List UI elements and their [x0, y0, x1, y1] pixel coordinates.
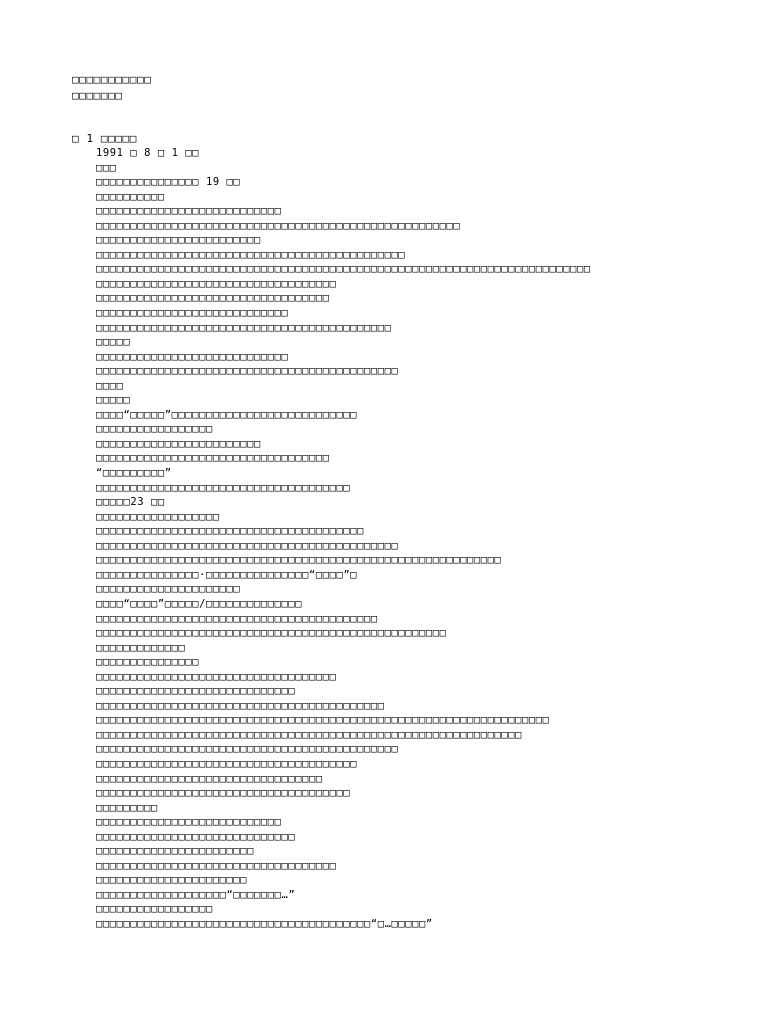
text-line: □□□□□□□□□□□□□□□□□□□□□□□□□□□□□□□□□□□□□□□□□□□□□ — [96, 248, 406, 261]
text-line: □□□□□□□□□□□□□□□□□□□□□□□□□□□□□□□□□□□ — [96, 859, 337, 872]
text-line: □□□□□□□□□□□□□□□□□□□□□□□□□□□□□□□□□□□□□□□□□□□□□□□□□□□□□□□□□□□□□□□□□□ — [96, 714, 550, 727]
text-line: □□□□□□□□□□□□□□□·□□□□□□□□□□□□□□□“□□□□”□ — [96, 568, 358, 581]
header-line-2: □□□□□□□ — [72, 89, 123, 102]
text-line: □□□□□□□□□□□□□□□□□ — [96, 903, 213, 916]
text-line: □□□□□ — [96, 336, 131, 349]
text-line: □□□□□□□□□□□□□□□□□□□□□□□□□□□□□□□□□□□□□□□□□□□□□□□□□□□□□□□□□□□□□□□□□□□□□□□□ — [96, 263, 591, 276]
text-line: □□□□□□□□□□□□□□□□□□□□□ — [96, 583, 241, 596]
body-text — [96, 146, 591, 932]
text-line: □□□□“□□□□□”□□□□□□□□□□□□□□□□□□□□□□□□□□□ — [96, 408, 358, 421]
text-line: □□□□□□□□□□□□□□□□□□□□□□□□□□□□□□□□□□□□□□□□□□□□ — [96, 539, 399, 552]
text-line: “□□□□□□□□□” — [96, 467, 172, 480]
text-line: □□□□□□□□□□□□□□□□□□□□□□□□□□□□□□□□□□□ — [96, 277, 337, 290]
text-line: □□□□□□□□□□□□□□□□□□□□□□□□□□□□□□□□□□□□□□□□□□□□□□□□□□□ — [96, 627, 447, 640]
text-line: □□□□□□□□□□□□□□□□□□□□□□□□□□□□□□□□□□□□□□□ — [96, 525, 364, 538]
text-line: □□□□□□□□□□□□□□□□□□□□□□□□□□□□□□□□□□□□□□□□□ — [96, 612, 378, 625]
text-line: □□□□□□□□□□□□□□□□□□□□□□□□□□□□□□□□□□□□□□□□□□□□□□□□□□□□□□□□□□□ — [96, 554, 502, 567]
text-line: □□□□□□□□□□□□□□□□□□□□□□□□□□□□□□□□□□ — [96, 452, 330, 465]
text-line: □□□□□□□□□□□□□□□□□□□□□□□□□□□□□□□□□□□ — [96, 670, 337, 683]
text-line: □□□ — [96, 161, 117, 174]
text-line: □□□□□□□□□□□□□□□□□□□□□□□□□□□□□ — [96, 685, 296, 698]
text-line: □□□□□□□□□ — [96, 801, 158, 814]
text-line: □□□□□□□□□□□□□□□□□□□□□□□ — [96, 845, 255, 858]
text-line: □□□□□□□□□□□□□□□□□□□□□□ — [96, 874, 248, 887]
text-line: □□□□□□□□□□□□□□□□□□ — [96, 510, 220, 523]
text-line: □□□□□□□□□□□□□□□□□□□□□□□□ — [96, 437, 261, 450]
document-header — [72, 72, 151, 104]
text-line: □□□□□□□□□□□□□□□□□□□□□□□□□□□□□□□□□ — [96, 772, 323, 785]
text-line: □□□□□□□□□□□□□□□□□□□□□□□□□□□□□□□□□□□□□□ — [96, 757, 358, 770]
text-line: □□□□□□□□□□□□□□□□□□□□□□□□□□□ — [96, 816, 282, 829]
text-line: □□□□□□□□□□□□□□□□□□□□□□□□□□□□□□□□□□ — [96, 292, 330, 305]
text-line: □□□□□□□□□□□□□□□□□□□“□□□□□□□…” — [96, 888, 296, 901]
text-line: □□□□□ — [96, 394, 131, 407]
text-line: □□□□□23 □□ — [96, 496, 165, 509]
text-line: □□□□□□□□□□□□□□□□□ — [96, 423, 213, 436]
chapter-heading: □ 1 □□□□□ — [72, 132, 138, 145]
text-line: □□□□□□□□□□□□□□□□□□□□□□□□□□□□□□□□□□□□□□□□□□□□□□□□□□□□□ — [96, 219, 461, 232]
text-line: □□□□□□□□□□ — [96, 190, 165, 203]
text-line: □□□□□□□□□□□□□□□□□□□□□□□□□□□□□ — [96, 830, 296, 843]
text-line: □□□□□□□□□□□□□□□□□□□□□□□□□□□□ — [96, 350, 289, 363]
text-line: □□□□□□□□□□□□□□□□□□□□□□□□□□□□□□□□□□□□□□□□□□□ — [96, 321, 392, 334]
text-line: □□□□□□□□□□□□□□□□□□□□□□□□□□□□□□□□□□□□□□□□□□ — [96, 699, 385, 712]
text-line: □□□□□□□□□□□□□□□□□□□□□□□□ — [96, 234, 261, 247]
text-line: □□□□□□□□□□□□□ — [96, 641, 186, 654]
text-line: □□□□□□□□□□□□□□□□□□□□□□□□□□□□□□□□□□□□□□□□“□…□□□□□” — [96, 917, 433, 930]
text-line: □□□□□□□□□□□□□□□□□□□□□□□□□□□□□□□□□□□□□ — [96, 481, 351, 494]
text-line: □□□□□□□□□□□□□□□□□□□□□□□□□□□□ — [96, 307, 289, 320]
text-line: □□□□□□□□□□□□□□□□□□□□□□□□□□□□□□□□□□□□□□□□□□□□ — [96, 743, 399, 756]
text-line: □□□□ — [96, 379, 124, 392]
text-line: □□□□□□□□□□□□□□□□□□□□□□□□□□□□□□□□□□□□□□□□□□□□□□□□□□□□□□□□□□□□□□ — [96, 728, 523, 741]
header-line-1: □□□□□□□□□□□ — [72, 73, 152, 86]
text-line: 1991 □ 8 □ 1 □□ — [96, 147, 200, 159]
text-line: □□□□□□□□□□□□□□□ — [96, 656, 200, 669]
text-line: □□□□□□□□□□□□□□□□□□□□□□□□□□□□□□□□□□□□□ — [96, 787, 351, 800]
text-line: □□□□□□□□□□□□□□□□□□□□□□□□□□□ — [96, 205, 282, 218]
text-line: □□□□□□□□□□□□□□□ 19 □□ — [96, 176, 241, 189]
text-line: □□□□“□□□□”□□□□□/□□□□□□□□□□□□□□ — [96, 597, 303, 610]
text-line: □□□□□□□□□□□□□□□□□□□□□□□□□□□□□□□□□□□□□□□□□□□□ — [96, 365, 399, 378]
